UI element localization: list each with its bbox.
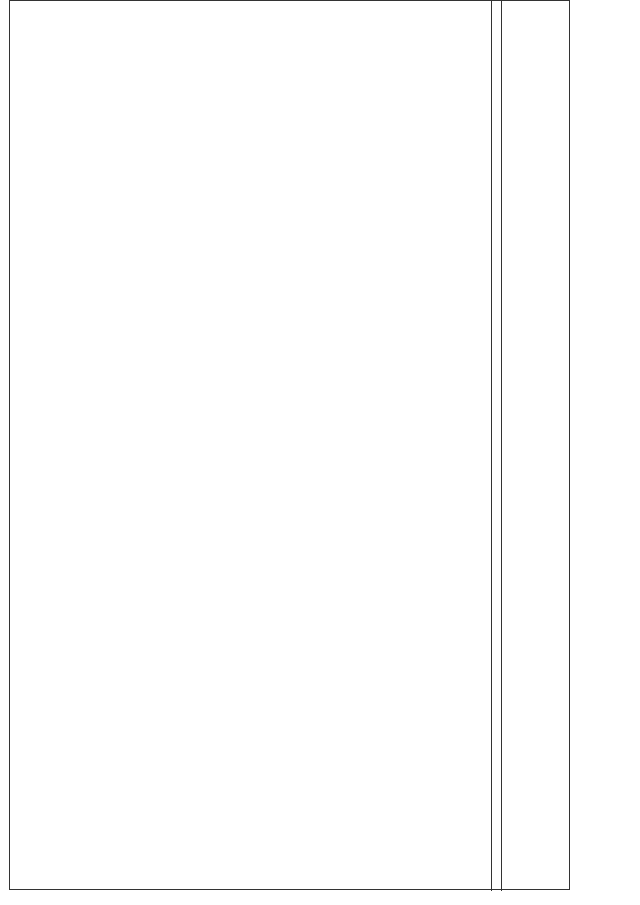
column-number-row [491, 1, 502, 891]
repair-plan-table [9, 0, 570, 890]
rotated-page [9, 0, 570, 890]
table-header [501, 1, 569, 891]
